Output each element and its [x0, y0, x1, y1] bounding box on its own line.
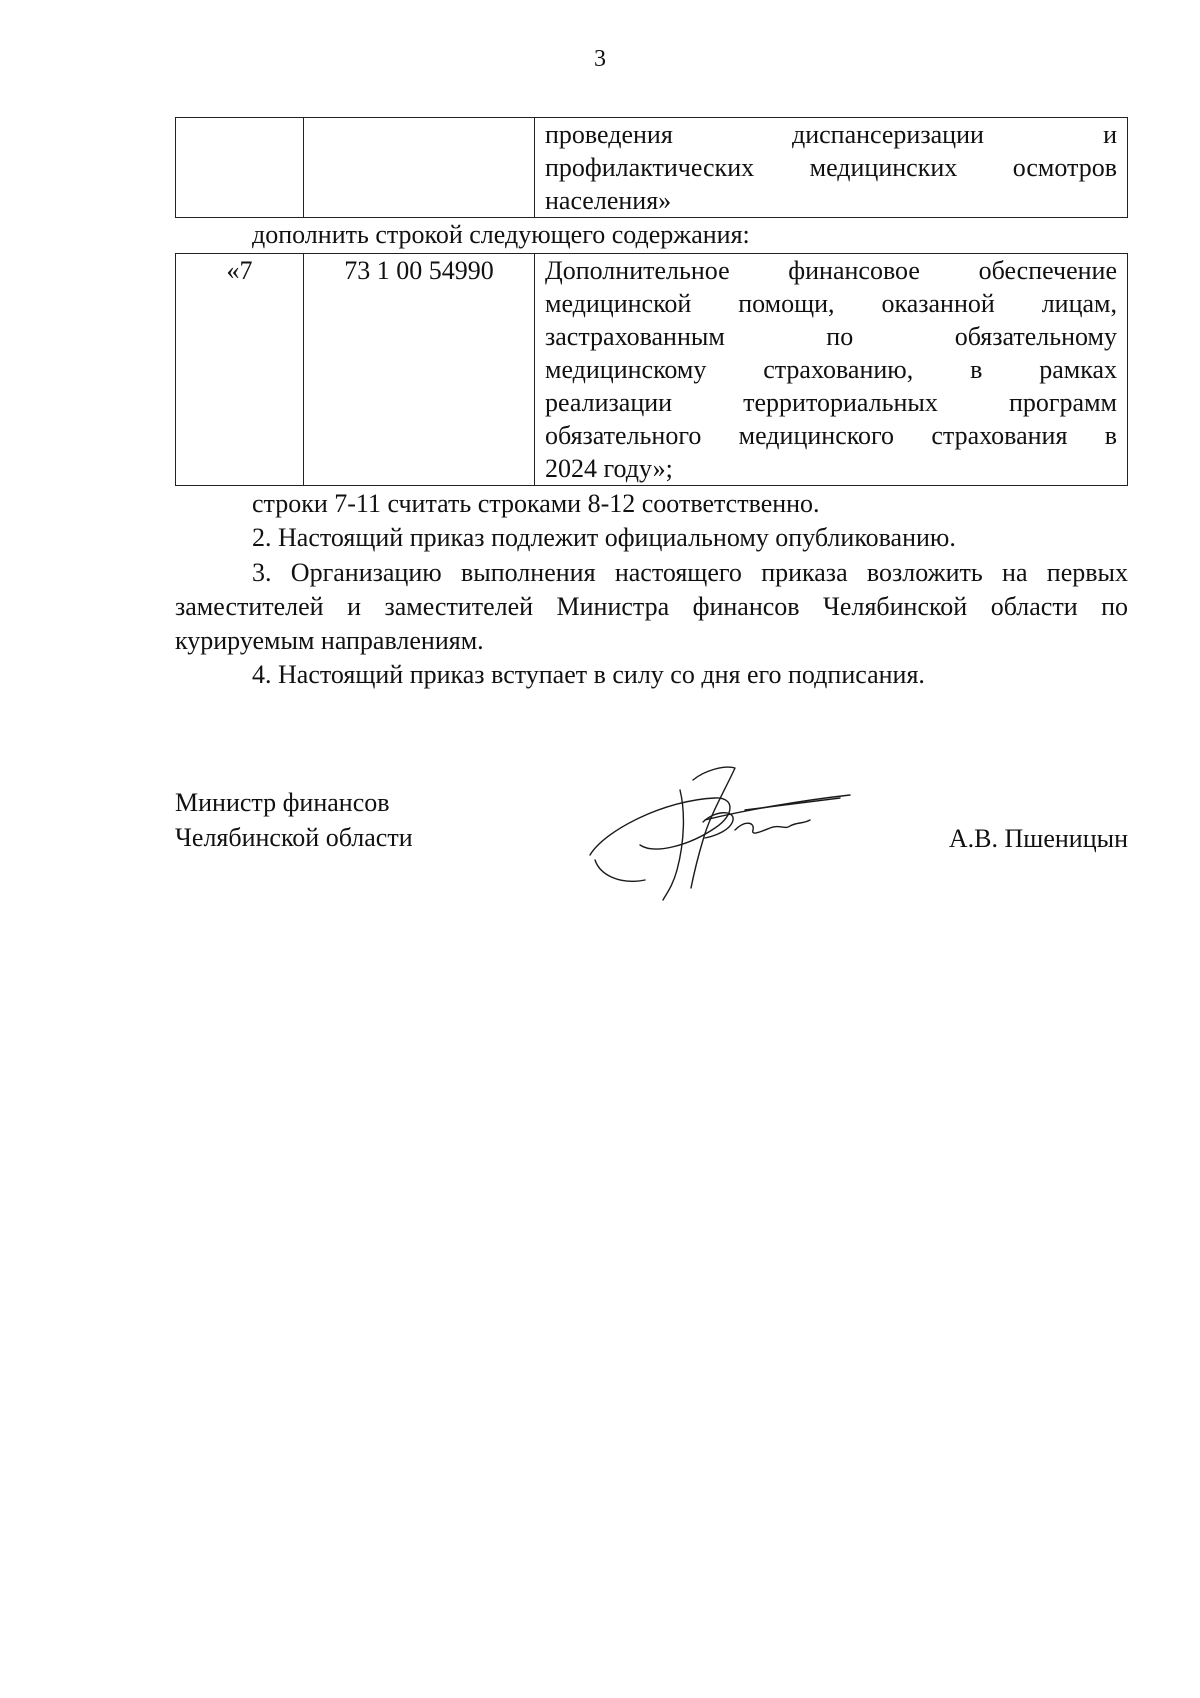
description-line: профилактических медицинских осмотров: [545, 153, 1117, 182]
table-cell-number: [176, 118, 304, 218]
table-cell-number: «7: [176, 254, 304, 486]
table-cell-code: 73 1 00 54990: [304, 254, 535, 486]
table-cell-code: [304, 118, 535, 218]
description-line: медицинской помощи, оказанной лицам,: [545, 289, 1117, 318]
budget-table-addition: [175, 253, 1128, 486]
rows-renumber-paragraph: строки 7-11 считать строками 8-12 соответственно.: [252, 489, 820, 518]
signer-name: А.В. Пшеницын: [948, 824, 1128, 853]
position-line: Челябинской области: [175, 823, 413, 852]
table-cell-description: [535, 254, 1128, 486]
description-line: Дополнительное финансовое обеспечение: [545, 256, 1117, 285]
table-row: [176, 118, 1128, 218]
description-line: 2024 году»;: [545, 454, 673, 483]
table-cell-description: [535, 118, 1128, 218]
description-line: реализации территориальных программ: [545, 388, 1117, 417]
table-row: [176, 254, 1128, 486]
handwritten-signature: [585, 760, 865, 910]
description-line: застрахованным по обязательному: [545, 322, 1117, 351]
paragraph-3: 3. Организацию выполнения настоящего приказа возложить на первых заместителей и заместителей Министра финансов Челябинской области по курируемым направлениям.: [175, 558, 1128, 655]
paragraph-4: 4. Настоящий приказ вступает в силу со дня его подписания.: [252, 660, 925, 689]
page-number: 3: [594, 46, 606, 72]
position-line: Министр финансов: [175, 788, 390, 817]
addition-intro: дополнить строкой следующего содержания:: [252, 220, 750, 249]
description-line: обязательного медицинского страхования в: [545, 421, 1117, 450]
budget-table-continuation: [175, 117, 1128, 218]
description-line: медицинскому страхованию, в рамках: [545, 355, 1117, 384]
description-line: проведения диспансеризации и: [545, 120, 1117, 149]
description-line: населения»: [545, 186, 672, 215]
paragraph-2: 2. Настоящий приказ подлежит официальному опубликованию.: [252, 523, 956, 552]
signer-position: [175, 785, 413, 855]
